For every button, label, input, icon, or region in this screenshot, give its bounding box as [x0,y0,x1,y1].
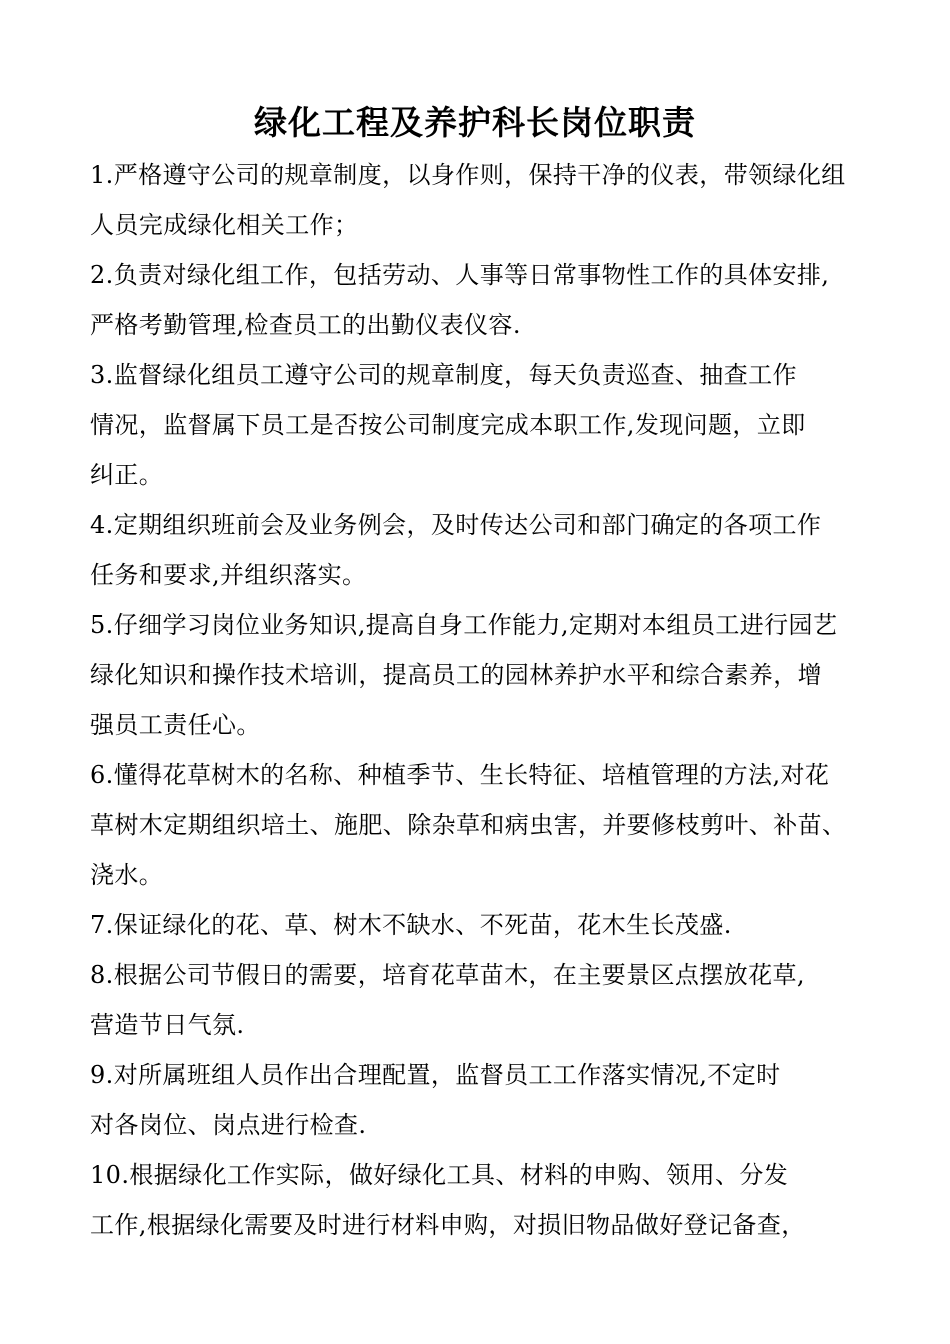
text-line: 1.严格遵守公司的规章制度，以身作则，保持干净的仪表，带领绿化组 [90,161,846,189]
text-line: 10.根据绿化工作实际，做好绿化工具、材料的申购、领用、分发 [90,1161,789,1189]
text-line: 2.负责对绿化组工作，包括劳动、人事等日常事物性工作的具体安排, [90,261,830,289]
text-line: 对各岗位、岗点进行检查. [90,1111,367,1139]
text-line: 情况，监督属下员工是否按公司制度完成本职工作,发现问题，立即 [90,411,806,439]
text-line: 绿化知识和操作技术培训，提高员工的园林养护水平和综合素养，增 [90,661,822,689]
text-line: 7.保证绿化的花、草、树木不缺水、不死苗，花木生长茂盛. [90,911,732,939]
text-line: 强员工责任心。 [90,711,261,739]
text-line: 4.定期组织班前会及业务例会，及时传达公司和部门确定的各项工作 [90,511,822,539]
text-line: 3.监督绿化组员工遵守公司的规章制度，每天负责巡查、抽查工作 [90,361,797,389]
text-line: 营造节日气氛. [90,1011,245,1039]
document-title: 绿化工程及养护科长岗位职责 [254,103,696,142]
text-line: 5.仔细学习岗位业务知识,提高自身工作能力,定期对本组员工进行园艺 [90,611,838,639]
text-line: 浇水。 [90,861,164,889]
text-line: 任务和要求,并组织落实。 [90,561,367,589]
text-line: 8.根据公司节假日的需要，培育花草苗木，在主要景区点摆放花草, [90,961,805,989]
text-line: 工作,根据绿化需要及时进行材料申购，对损旧物品做好登记备查， [90,1211,806,1239]
text-line: 草树木定期组织培土、施肥、除杂草和病虫害，并要修枝剪叶、补苗、 [90,811,847,839]
text-line: 6.懂得花草树木的名称、种植季节、生长特征、培植管理的方法,对花 [90,761,830,789]
document-body [90,150,880,1250]
text-line: 严格考勤管理,检查员工的出勤仪表仪容. [90,311,521,339]
text-line: 9.对所属班组人员作出合理配置，监督员工工作落实情况,不定时 [90,1061,781,1089]
text-line: 人员完成绿化相关工作； [90,211,359,239]
text-line: 纠正。 [90,461,164,489]
